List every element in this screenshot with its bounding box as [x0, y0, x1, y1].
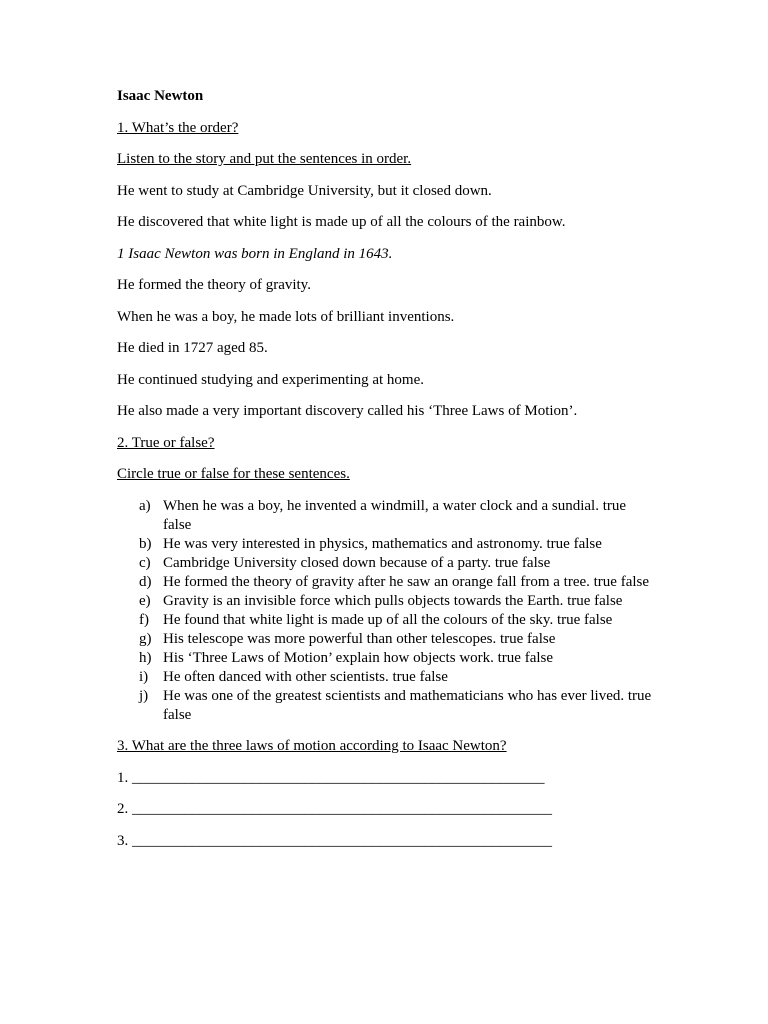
list-marker: a): [139, 497, 151, 514]
answer-line-3[interactable]: 3. ________________________________________________________: [117, 832, 552, 849]
list-item-text: He was very interested in physics, mathematics and astronomy. true false: [163, 535, 602, 552]
section3-heading: 3. What are the three laws of motion according to Isaac Newton?: [117, 738, 507, 754]
list-marker: e): [139, 592, 151, 609]
section2-heading: 2. True or false?: [117, 434, 215, 451]
order-sentence-example: 1 Isaac Newton was born in England in 1643.: [117, 245, 393, 262]
list-marker: b): [139, 535, 152, 552]
list-item-text: His ‘Three Laws of Motion’ explain how objects work. true false: [163, 649, 554, 666]
section1-instruction: Listen to the story and put the sentences in order.: [117, 151, 412, 167]
answer-line-2[interactable]: 2. ________________________________________________________: [117, 801, 552, 817]
section1-heading: 1. What’s the order?: [117, 119, 239, 136]
list-item: [117, 592, 657, 611]
order-sentence: He died in 1727 aged 85.: [117, 340, 268, 356]
order-sentence: He discovered that white light is made up of all the colours of the rainbow.: [117, 214, 566, 230]
list-item: [117, 630, 657, 649]
list-item-text: When he was a boy, he invented a windmill, a water clock and a sundial. true false: [163, 497, 627, 533]
list-marker: j): [139, 687, 149, 704]
list-item: [117, 687, 657, 725]
list-marker: d): [139, 573, 152, 590]
list-item-text: He found that white light is made up of all the colours of the sky. true false: [163, 611, 613, 628]
list-item: [117, 649, 657, 668]
list-item-text: He often danced with other scientists. true false: [163, 668, 448, 685]
list-marker: i): [139, 668, 149, 685]
list-marker: c): [139, 554, 151, 571]
list-item-text: He formed the theory of gravity after he saw an orange fall from a tree. true false: [163, 573, 650, 590]
list-item-text: His telescope was more powerful than other telescopes. true false: [163, 630, 556, 647]
order-sentence: He went to study at Cambridge University, but it closed down.: [117, 182, 492, 199]
list-marker: h): [139, 649, 152, 666]
list-item-text: Cambridge University closed down because of a party. true false: [163, 554, 551, 571]
list-marker: g): [139, 630, 152, 647]
true-false-list: [117, 497, 657, 725]
order-sentence: He formed the theory of gravity.: [117, 277, 311, 293]
document-page: [117, 87, 657, 863]
list-item-text: Gravity is an invisible force which pulls objects towards the Earth. true false: [163, 592, 623, 609]
list-marker: f): [139, 611, 149, 628]
answer-line-1[interactable]: 1. _______________________________________________________: [117, 769, 545, 786]
list-item: [117, 497, 657, 535]
list-item: [117, 573, 657, 592]
list-item: [117, 554, 657, 573]
document-title: Isaac Newton: [117, 88, 204, 104]
order-sentence: When he was a boy, he made lots of brilliant inventions.: [117, 308, 455, 325]
section2-instruction: Circle true or false for these sentences.: [117, 466, 350, 482]
list-item: [117, 535, 657, 554]
list-item: [117, 668, 657, 687]
order-sentence: He also made a very important discovery called his ‘Three Laws of Motion’.: [117, 403, 578, 419]
order-sentence: He continued studying and experimenting at home.: [117, 371, 425, 388]
list-item: [117, 611, 657, 630]
list-item-text: He was one of the greatest scientists and mathematicians who has ever lived. true false: [163, 687, 652, 723]
